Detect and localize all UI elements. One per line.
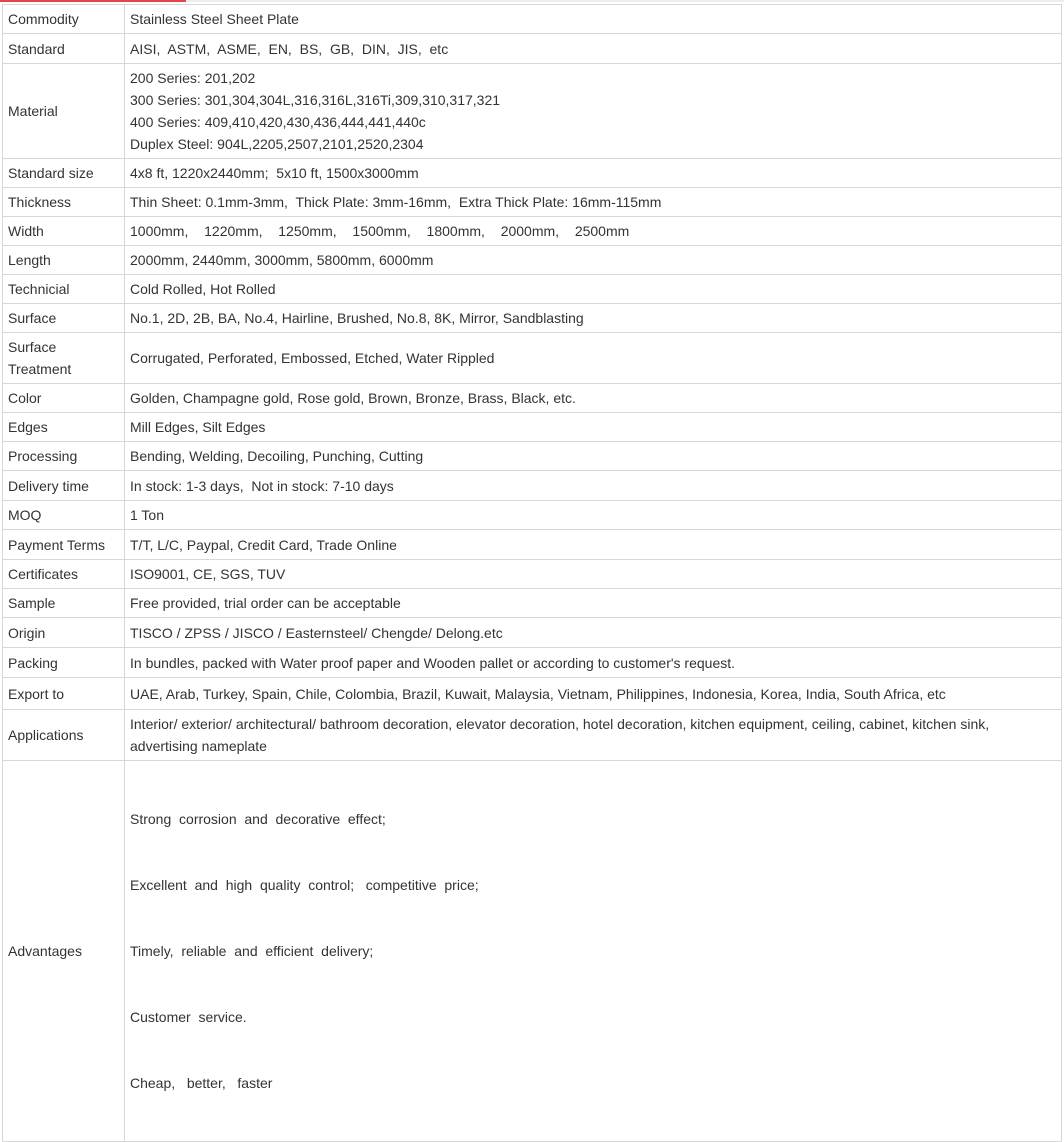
row-value: Cold Rolled, Hot Rolled — [125, 275, 1062, 304]
row-label: Export to — [3, 678, 125, 710]
row-value: 200 Series: 201,202 300 Series: 301,304,304L,316,316L,316Ti,309,310,317,321 400 Series: 409,410,420,430,436,444,441,440c Duplex Steel: 904L,2205,2507,2101,2520,2304 — [125, 64, 1062, 159]
row-value: Free provided, trial order can be acceptable — [125, 589, 1062, 618]
row-value: In stock: 1-3 days, Not in stock: 7-10 days — [125, 471, 1062, 501]
table-row — [3, 333, 1062, 384]
row-value: Stainless Steel Sheet Plate — [125, 5, 1062, 34]
row-label: Edges — [3, 413, 125, 442]
table-row — [3, 64, 1062, 159]
row-value: T/T, L/C, Paypal, Credit Card, Trade Online — [125, 530, 1062, 560]
row-label: Certificates — [3, 560, 125, 589]
row-label: Payment Terms — [3, 530, 125, 560]
row-value: Thin Sheet: 0.1mm-3mm, Thick Plate: 3mm-16mm, Extra Thick Plate: 16mm-115mm — [125, 188, 1062, 217]
row-value: Strong corrosion and decorative effect; Excellent and high quality control; competitive price; Timely, reliable and efficient delivery; Customer service. Cheap, better, faster — [125, 761, 1062, 1142]
table-row — [3, 501, 1062, 530]
row-label: Technicial — [3, 275, 125, 304]
row-label: Processing — [3, 442, 125, 471]
table-row — [3, 304, 1062, 333]
table-row — [3, 5, 1062, 34]
row-value: In bundles, packed with Water proof paper and Wooden pallet or according to customer's request. — [125, 648, 1062, 678]
row-value: ISO9001, CE, SGS, TUV — [125, 560, 1062, 589]
table-row — [3, 442, 1062, 471]
table-row — [3, 188, 1062, 217]
table-row — [3, 618, 1062, 648]
table-row — [3, 648, 1062, 678]
table-row — [3, 560, 1062, 589]
top-divider — [186, 0, 1064, 2]
row-value: Bending, Welding, Decoiling, Punching, Cutting — [125, 442, 1062, 471]
table-row — [3, 761, 1062, 1142]
row-value: 4x8 ft, 1220x2440mm; 5x10 ft, 1500x3000mm — [125, 159, 1062, 188]
table-row — [3, 34, 1062, 64]
table-row — [3, 159, 1062, 188]
row-label: Packing — [3, 648, 125, 678]
row-label: Applications — [3, 710, 125, 761]
row-label: Standard — [3, 34, 125, 64]
row-label: MOQ — [3, 501, 125, 530]
table-row — [3, 246, 1062, 275]
row-value: 1 Ton — [125, 501, 1062, 530]
row-label: Surface Treatment — [3, 333, 125, 384]
table-row — [3, 217, 1062, 246]
row-label: Origin — [3, 618, 125, 648]
table-row — [3, 384, 1062, 413]
table-row — [3, 678, 1062, 710]
row-value: Golden, Champagne gold, Rose gold, Brown, Bronze, Brass, Black, etc. — [125, 384, 1062, 413]
row-value: Interior/ exterior/ architectural/ bathroom decoration, elevator decoration, hotel decoration, kitchen equipment, ceiling, cabinet, kitchen sink, advertising nameplate — [125, 710, 1062, 761]
row-label: Thickness — [3, 188, 125, 217]
top-accent-bar — [0, 0, 186, 2]
row-value: Corrugated, Perforated, Embossed, Etched, Water Rippled — [125, 333, 1062, 384]
row-label: Surface — [3, 304, 125, 333]
row-value: No.1, 2D, 2B, BA, No.4, Hairline, Brushed, No.8, 8K, Mirror, Sandblasting — [125, 304, 1062, 333]
table-row — [3, 710, 1062, 761]
row-value: UAE, Arab, Turkey, Spain, Chile, Colombia, Brazil, Kuwait, Malaysia, Vietnam, Philippines, Indonesia, Korea, India, South Africa, etc — [125, 678, 1062, 710]
row-label: Color — [3, 384, 125, 413]
table-row — [3, 275, 1062, 304]
row-label: Sample — [3, 589, 125, 618]
row-value: AISI, ASTM, ASME, EN, BS, GB, DIN, JIS, etc — [125, 34, 1062, 64]
row-value: 1000mm, 1220mm, 1250mm, 1500mm, 1800mm, 2000mm, 2500mm — [125, 217, 1062, 246]
row-label: Material — [3, 64, 125, 159]
row-label: Commodity — [3, 5, 125, 34]
spec-table — [2, 4, 1062, 1142]
table-row — [3, 471, 1062, 501]
row-label: Standard size — [3, 159, 125, 188]
table-row — [3, 589, 1062, 618]
row-label: Delivery time — [3, 471, 125, 501]
row-value: TISCO / ZPSS / JISCO / Easternsteel/ Chengde/ Delong.etc — [125, 618, 1062, 648]
row-value: Mill Edges, Silt Edges — [125, 413, 1062, 442]
row-label: Length — [3, 246, 125, 275]
table-row — [3, 530, 1062, 560]
row-value: 2000mm, 2440mm, 3000mm, 5800mm, 6000mm — [125, 246, 1062, 275]
row-label: Advantages — [3, 761, 125, 1142]
row-label: Width — [3, 217, 125, 246]
table-row — [3, 413, 1062, 442]
